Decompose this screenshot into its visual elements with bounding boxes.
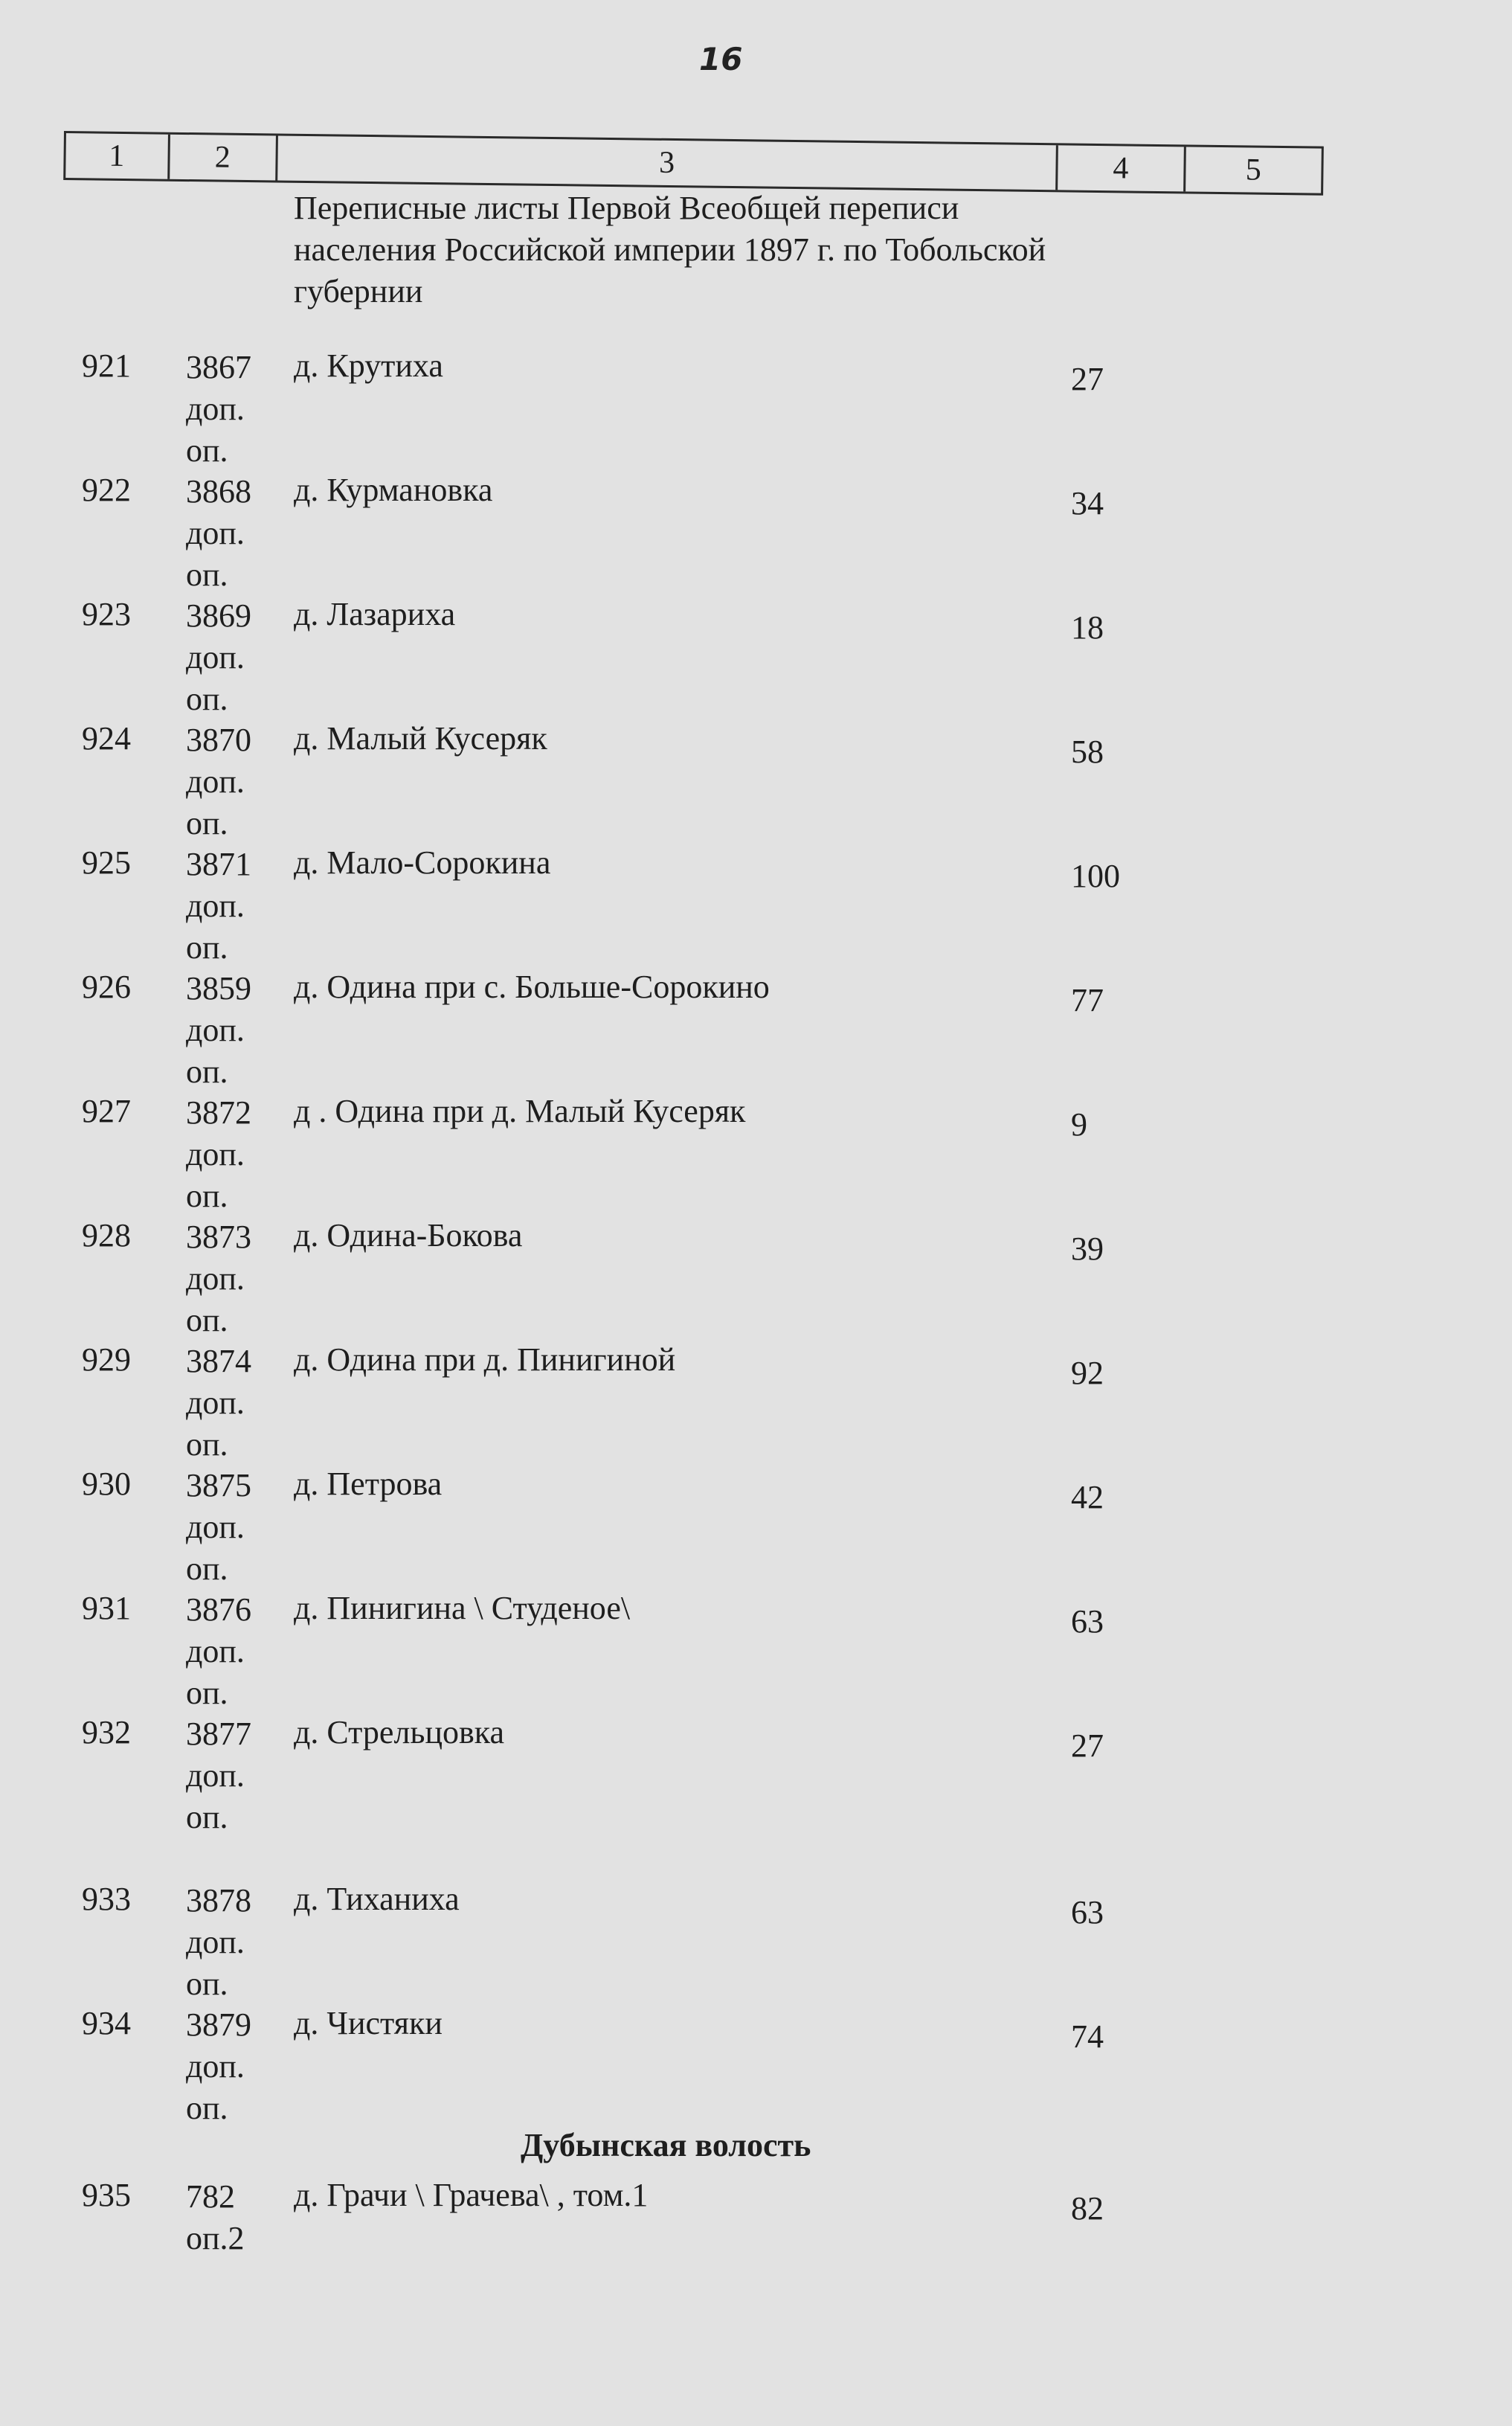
row-number: 927 bbox=[82, 1093, 131, 1129]
table-row bbox=[0, 1216, 1512, 1338]
settlement-name: д. Лазариха bbox=[294, 596, 456, 632]
item-count: 82 bbox=[1071, 2190, 1104, 2227]
settlement-name: д. Курмановка bbox=[294, 472, 493, 508]
item-count: 18 bbox=[1071, 609, 1104, 646]
row-number: 928 bbox=[82, 1217, 131, 1254]
table-row bbox=[0, 471, 1512, 593]
table-row bbox=[0, 1465, 1512, 1587]
fond-number: 3875 доп. оп. bbox=[186, 1467, 251, 1587]
settlement-name: д. Одина при д. Пинигиной bbox=[294, 1341, 676, 1378]
volost-subheading: Дубынская волость bbox=[521, 2127, 811, 2163]
table-row bbox=[0, 2176, 1512, 2295]
item-count: 100 bbox=[1071, 858, 1120, 894]
column-header-5: 5 bbox=[1245, 153, 1262, 187]
fond-number: 3872 доп. оп. bbox=[186, 1094, 251, 1214]
row-number: 922 bbox=[82, 472, 131, 508]
settlement-name: д. Грачи \ Грачева\ , том.1 bbox=[294, 2177, 649, 2213]
settlement-name: д. Одина-Бокова bbox=[294, 1217, 523, 1254]
fond-number: 3867 доп. оп. bbox=[186, 349, 251, 469]
settlement-name: д . Одина при д. Малый Кусеряк bbox=[294, 1093, 746, 1129]
item-count: 9 bbox=[1071, 1106, 1087, 1143]
table-row bbox=[0, 1092, 1512, 1214]
settlement-name: д. Стрельцовка bbox=[294, 1714, 505, 1750]
table-row bbox=[0, 595, 1512, 717]
row-number: 921 bbox=[82, 347, 131, 384]
page-number: 16 bbox=[699, 41, 743, 77]
fond-number: 3859 доп. оп. bbox=[186, 970, 251, 1090]
section-title: Переписные листы Первой Всеобщей переписи населения Российской империи 1897 г. по Тобольской губернии bbox=[294, 190, 1046, 309]
table-row bbox=[0, 719, 1512, 841]
item-count: 74 bbox=[1071, 2018, 1104, 2055]
settlement-name: д. Тиханиха bbox=[294, 1881, 460, 1917]
settlement-name: д. Петрова bbox=[294, 1466, 443, 1502]
table-row bbox=[0, 1341, 1512, 1463]
fond-number: 3876 доп. оп. bbox=[186, 1591, 251, 1711]
row-number: 926 bbox=[82, 969, 131, 1005]
row-number: 934 bbox=[82, 2005, 131, 2041]
row-number: 929 bbox=[82, 1341, 131, 1378]
column-header-table bbox=[63, 131, 1324, 196]
settlement-name: д. Чистяки bbox=[294, 2005, 443, 2041]
column-header-3: 3 bbox=[277, 136, 1058, 190]
settlement-name: д. Малый Кусеряк bbox=[294, 720, 547, 757]
table-row bbox=[0, 1589, 1512, 1711]
column-header-2: 2 bbox=[170, 135, 278, 181]
fond-number: 3878 доп. оп. bbox=[186, 1882, 251, 2002]
item-count: 39 bbox=[1071, 1230, 1104, 1267]
item-count: 63 bbox=[1071, 1894, 1104, 1931]
item-count: 42 bbox=[1071, 1479, 1104, 1515]
fond-number: 3871 доп. оп. bbox=[186, 846, 251, 966]
row-number: 932 bbox=[82, 1714, 131, 1750]
column-header-1: 1 bbox=[65, 133, 170, 179]
row-number: 930 bbox=[82, 1466, 131, 1502]
item-count: 27 bbox=[1071, 1727, 1104, 1764]
fond-number: 3879 доп. оп. bbox=[186, 2006, 251, 2126]
fond-number: 3877 доп. оп. bbox=[186, 1716, 251, 1835]
table-row bbox=[0, 844, 1512, 966]
item-count: 58 bbox=[1071, 734, 1104, 770]
item-count: 27 bbox=[1071, 361, 1104, 397]
fond-number: 3874 доп. оп. bbox=[186, 1343, 251, 1463]
settlement-name: д. Крутиха bbox=[294, 347, 443, 384]
row-number: 935 bbox=[82, 2177, 131, 2213]
row-number: 931 bbox=[82, 1590, 131, 1626]
item-count: 34 bbox=[1071, 485, 1104, 522]
table-row bbox=[0, 1713, 1512, 1835]
row-number: 923 bbox=[82, 596, 131, 632]
fond-number: 3870 доп. оп. bbox=[186, 722, 251, 841]
table-row bbox=[0, 347, 1512, 469]
column-header-4: 4 bbox=[1058, 145, 1186, 191]
table-row bbox=[0, 2004, 1512, 2126]
item-count: 92 bbox=[1071, 1355, 1104, 1391]
row-number: 933 bbox=[82, 1881, 131, 1917]
table-row bbox=[0, 1880, 1512, 2002]
row-number: 924 bbox=[82, 720, 131, 757]
item-count: 63 bbox=[1071, 1603, 1104, 1640]
item-count: 77 bbox=[1071, 982, 1104, 1018]
fond-number: 782 оп.2 bbox=[186, 2178, 245, 2256]
fond-number: 3873 доп. оп. bbox=[186, 1219, 251, 1338]
row-number: 925 bbox=[82, 844, 131, 881]
settlement-name: д. Мало-Сорокина bbox=[294, 844, 551, 881]
settlement-name: д. Одина при с. Больше-Сорокино bbox=[294, 969, 770, 1005]
fond-number: 3869 доп. оп. bbox=[186, 597, 251, 717]
settlement-name: д. Пинигина \ Студеное\ bbox=[294, 1590, 631, 1626]
fond-number: 3868 доп. оп. bbox=[186, 473, 251, 593]
table-row bbox=[0, 968, 1512, 1090]
